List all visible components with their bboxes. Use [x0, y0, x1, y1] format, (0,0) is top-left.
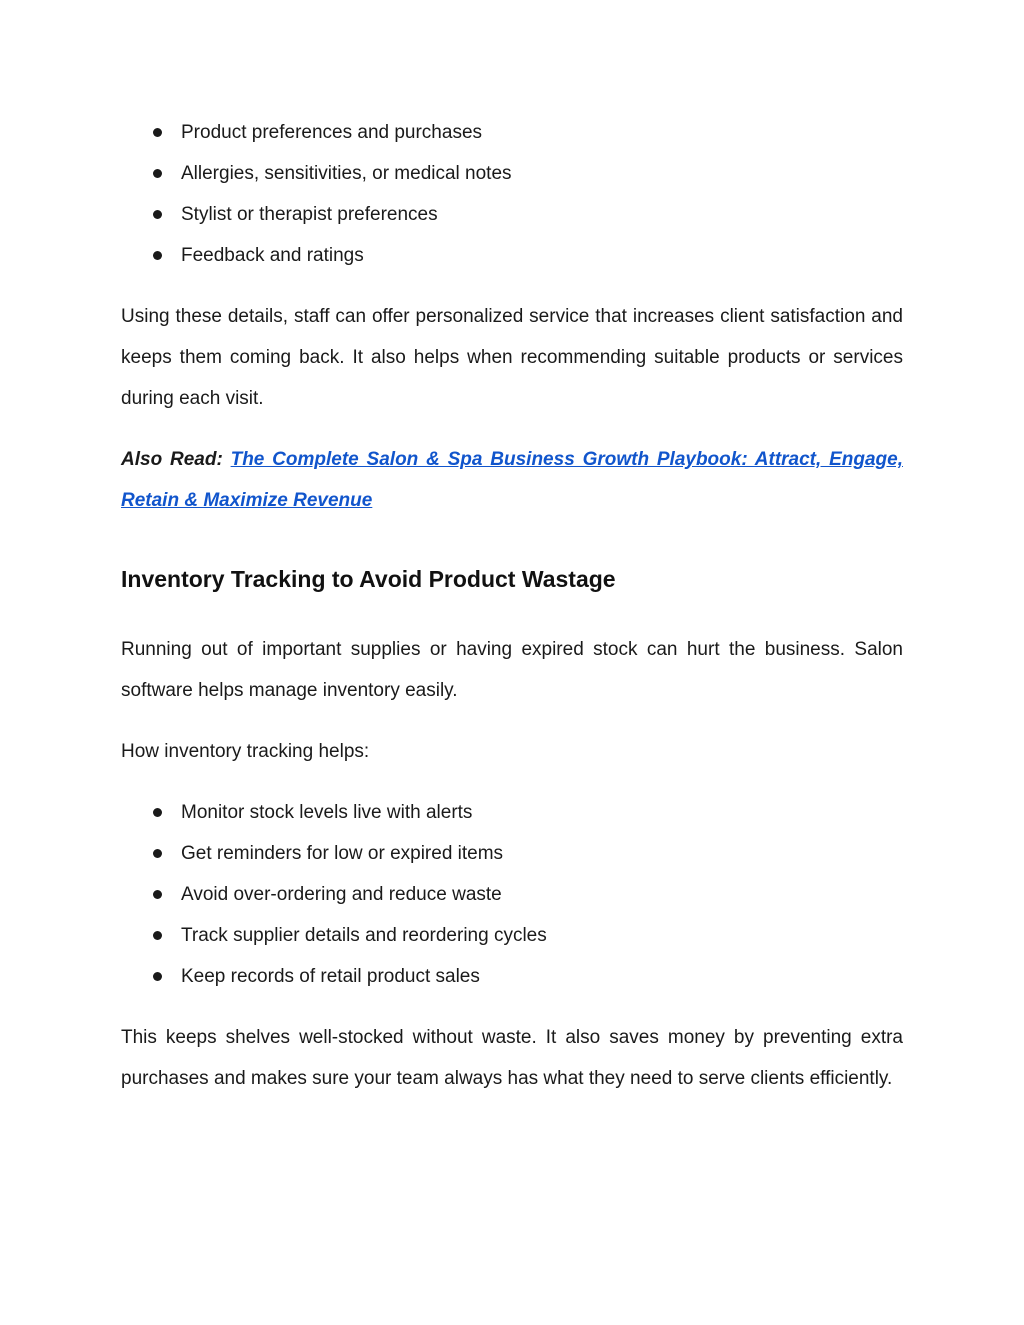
- list-item-text: Avoid over-ordering and reduce waste: [181, 884, 502, 905]
- bullet-icon: [153, 890, 162, 899]
- list-item-text: Stylist or therapist preferences: [181, 204, 438, 225]
- list-item: [121, 874, 903, 915]
- list-item-text: Keep records of retail product sales: [181, 966, 480, 987]
- section-heading: Inventory Tracking to Avoid Product Wastage: [121, 566, 616, 592]
- also-read-link[interactable]: The Complete Salon & Spa Business Growth Playbook: Attract, Engage, Retain & Maximize Revenue: [121, 449, 903, 511]
- also-read-callout: [121, 439, 903, 521]
- bullet-icon: [153, 251, 162, 260]
- also-read-label: Also Read:: [121, 449, 223, 470]
- bullet-icon: [153, 169, 162, 178]
- inventory-benefits-list: [121, 792, 903, 997]
- list-item: [121, 235, 903, 276]
- bullet-icon: [153, 210, 162, 219]
- bullet-icon: [153, 931, 162, 940]
- list-item-text: Allergies, sensitivities, or medical notes: [181, 163, 512, 184]
- shelves-paragraph: This keeps shelves well-stocked without waste. It also saves money by preventing extra purchases and makes sure your team always has what they need to serve clients efficiently.: [121, 1027, 903, 1089]
- list-item: [121, 112, 903, 153]
- bullet-icon: [153, 849, 162, 858]
- list-item: [121, 833, 903, 874]
- bullet-icon: [153, 972, 162, 981]
- bullet-icon: [153, 808, 162, 817]
- list-item-text: Track supplier details and reordering cycles: [181, 925, 547, 946]
- how-it-helps-paragraph: How inventory tracking helps:: [121, 741, 370, 762]
- list-item: [121, 956, 903, 997]
- bullet-icon: [153, 128, 162, 137]
- list-item: [121, 792, 903, 833]
- personalized-service-paragraph: Using these details, staff can offer personalized service that increases client satisfaction and keeps them coming back. It also helps when recommending suitable products or services during each visit.: [121, 306, 903, 409]
- list-item: [121, 153, 903, 194]
- client-details-list: [121, 112, 903, 276]
- list-item: [121, 194, 903, 235]
- list-item-text: Feedback and ratings: [181, 245, 364, 266]
- list-item-text: Monitor stock levels live with alerts: [181, 802, 473, 823]
- list-item-text: Product preferences and purchases: [181, 122, 483, 143]
- list-item: [121, 915, 903, 956]
- list-item-text: Get reminders for low or expired items: [181, 843, 504, 864]
- document-page: [121, 112, 903, 1099]
- running-out-paragraph: Running out of important supplies or having expired stock can hurt the business. Salon software helps manage inventory easily.: [121, 639, 903, 701]
